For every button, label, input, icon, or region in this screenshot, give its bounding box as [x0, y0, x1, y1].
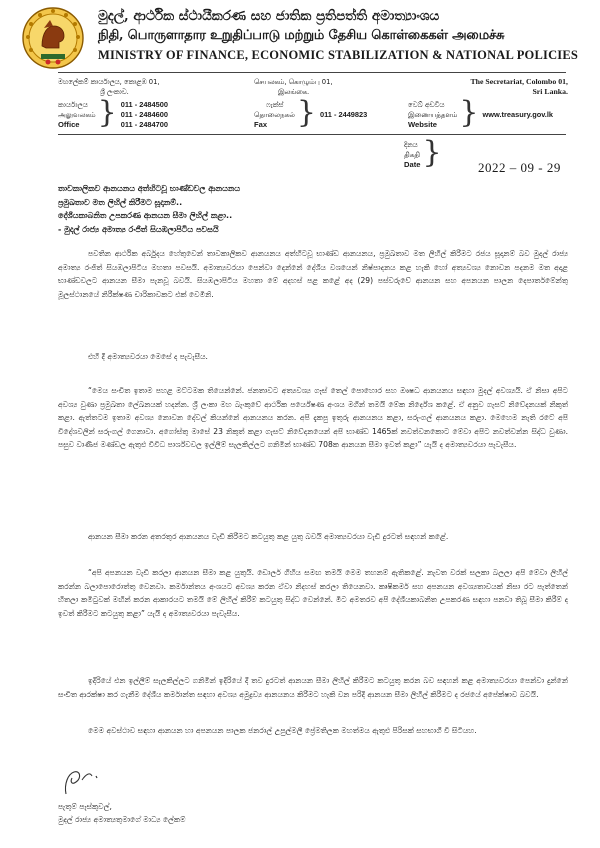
body-paragraph-7: මෙම අවස්ථාව සඳහා ආනයන හා අපනයන පාලක ජනරාල් උපුල්මලී ප්‍රේමතිලක මහත්මය ඇතුළු පිරිසක් සහභාගී වී සිටියහ.: [88, 726, 477, 735]
contacts-divider: [58, 134, 566, 135]
address-english: The Secretariat, Colombo 01, Sri Lanka.: [470, 77, 568, 96]
ministry-title-sinhala: මුදල්, ආර්ථික ස්ථායීකරණ සහ ජාතික ප්‍රතිපත්ති අමාත්‍යාංශය: [98, 8, 440, 24]
date-labels: දිනය திகதி Date }: [404, 135, 442, 170]
body-paragraph-3: “මෙය සංචිත ඉතාම පහළ මට්ටමක තියෙන්නේ. ජනතාවට අත්‍යවශ්‍ය ගෑස් තෙල් පොහොර සහ ඖෂධ ආනයනය සඳහා මුදල් අවශ්‍යයි. ඒ නිසා අපිට අවශ්‍ය වුණා ප්‍රමුඛතා ලේඛනයක් හදන්න. ශ්‍රී ලංකා මහ බැංකුවේ ආර්ථික පර්යේෂණ අංශය මගින් තමයි මේක නිර්දේශ කළේ. ඒ අනුව ගැසට් නිවේදනයක් නිකුත් කළා. ඇත්තටම ඉතාම අවශ්‍ය නොවන දේවල් කියන්නේ ආනයනය කරන. අපි දැකපු ඉතුරු ආනයනය කළා, සරුංගල් ආනයනය කළා. මෙහෙම නැති රටේ අපි විදේශවලින් සරුංගල් ගෙනාවා. අගෝස්තු මාසේ 23 නිකුත් කළා ගැසට් නිවේදනයෙන් අපි භාණ්ඩ 1465ක් නවත්වනකොට මේවා අපිට නවත්වන්න සිද්ධ වුණා. පසුව වාණිජ මණ්ඩල ඇතුළු විවිධ පාර්ශ්වවල ඉල්ලීම් සැලකිල්ලට ගනිමින් භාණ්ඩ 708ක ආනයන සීමා ඉවත් කළා” යැයි ද අමාත්‍යවරයා පැවැසීය.: [58, 386, 568, 450]
handwritten-signature-icon: [58, 760, 148, 800]
brace-icon: }: [422, 135, 442, 170]
website-link[interactable]: www.treasury.gov.lk: [482, 110, 554, 119]
sri-lanka-emblem-icon: [14, 6, 92, 70]
office-phone-1: 011 - 2484500: [120, 100, 168, 109]
website-block: වෙබ් අඩවිය இணையத்தளம் Website } www.treasury.gov.lk: [408, 95, 554, 130]
fax-number: 011 - 2449823: [319, 110, 368, 119]
header-divider: [58, 72, 566, 73]
document-date: 2022 – 09 - 29: [478, 160, 561, 175]
address-sinhala: මහලේකම් කාර්යාලය, කොළඹ 01, ශ්‍රී ලංකාව.: [58, 78, 160, 96]
brace-icon: }: [296, 95, 316, 130]
signatory-name: පැතුම් පැස්කුවල්,: [58, 802, 112, 811]
office-phone-block: කාර්යාලය அலுவலகம் Office } 011 - 2484500 011 - 2484600 011 - 2484700: [58, 95, 168, 130]
body-paragraph-4: ආනයන සීමා කරන අතරතුර ආනයනය වැඩි කිරීමට කටයුතු කළ යුතු බවයි අමාත්‍යවරයා වැඩි දුරටත් සඳහන් කළේ.: [88, 532, 449, 541]
body-paragraph-1: පවතින ආර්ථික අර්බුදය හේතුවෙන් තාවකාලිකව ආනයනය අත්හිටවූ භාණ්ඩ ආනයනය, ප්‍රමුඛතාව මත ලිහිල් කිරීමට රජය සූදානම් බව මුදල් රාජ්‍ය අමාත්‍ය රංජිත් සියඹලාපිටිය මහතා පවසයි. අමාත්‍යවරයා පෙන්වා දෙන්නේ දේශීය වශයෙන් නිෂ්පාදනය කළ හැකි හෝ අත්‍යවශ්‍ය නොවන පදනම මත අදාළ භාණ්ඩවලට ආනයන සීමා පැනවූ බවයි. සියඹලාපිටිය මහතා මේ අදහස් පළ කළේ අද (29) පස්වරුවේ ආනයන සහ අපනයන පාලන දෙපාර්තමේන්තු මූලස්ථානයේ නිරීක්ෂණ චාරිකාවකට එක් වෙමිනි.: [58, 249, 568, 299]
address-tamil: செயலகம், கொழும்பு 01, இலங்கை.: [254, 78, 333, 96]
signatory-title: මුදල් රාජ්‍ය අමාත්‍යතුමාගේ මාධ්‍ය ලේකම්: [58, 815, 186, 824]
brace-icon: }: [97, 95, 117, 130]
ministry-title-english: MINISTRY OF FINANCE, ECONOMIC STABILIZATION & NATIONAL POLICIES: [98, 48, 579, 62]
fax-block: ෆැක්ස් தொலைநகல் Fax } 011 - 2449823: [254, 95, 368, 130]
body-paragraph-2: එහි දී අමාත්‍යවරයා මෙසේ ද පැවැසීය.: [88, 352, 208, 361]
office-phone-3: 011 - 2484700: [120, 120, 168, 129]
press-release-headline: තාවකාලිකව ආනයනය අත්හිටවූ භාණ්ඩවල ආනයනය ප්‍රමුඛතාව මත ලිහිල් කිරීමට සූදානම්.. දේශීයකාබනිත උපකරණ ආනයන සීමා ලිහිල් කළා.. - මුදල් රාජ්‍ය අමාත්‍ය රංජිත් සියඹලාපිටිය පවසයි: [58, 184, 241, 234]
body-paragraph-5: “අපි අපනයන වැඩි කරලා ආනයන සීමා කළ යුතුයි. ඩොලර් ගිහිය සමඟ තමයි මෙම තහනම් ඇතිකළේ. නැවත වරක් සලකා බලලා අපි මේවා ලිහිල් කරන්න බලාපොරොත්තු වෙනවා. කර්මාන්තය අංශයට අවශ්‍ය කරන ඒවා නිදහස් කරලා තියෙනවා. කෘෂිකර්ම සහ අපනයන අවශ්‍යතාවයක් නිසා රට පැත්තෙන් හිතලා කමිටුවක් මඟින් කරන ආකාරයට තමයි මේ ලිහිල් කිරීම් කටයුතු සිද්ධ වෙන්නේ. මීට අමතරව අපි දේශීයකාබනිත උපකරණ සඳහා පනවා තිබූ සීමා කිරීම් ද ඉවත් කිරීමට කටයුතු කළා” යැයි ද අමාත්‍යවරයා පැවැසීය.: [58, 568, 568, 618]
signatory-block: [58, 800, 186, 826]
body-paragraph-6: ඉදිරියේ එන ඉල්ලීම් සැලකිල්ලට ගනිමින් ඉදිරියේ දී තව දුරටත් ආනයන සීමා ලිහිල් කිරීමට කටයුතු කරන බව සඳහන් කළ අමාත්‍යවරයා පෙන්වා දුන්නේ සංචිත ආරක්ෂා කර ගැනීම දේශීය කර්මාන්ත සඳහා අවශ්‍ය අමුද්‍රව්‍ය ආනයනය කිරීමට හැකි වන පරිදි ආනයන සීමා ලිහිල් කිරීමට ද රජයේ අපේක්ෂාව බවයි.: [58, 676, 568, 699]
office-phone-2: 011 - 2484600: [120, 110, 168, 119]
brace-icon: }: [459, 95, 479, 130]
ministry-title-tamil: நிதி, பொருளாதார உறுதிப்பாடு மற்றும் தேசிய கொள்கைகள் அமைச்சு: [98, 28, 505, 43]
